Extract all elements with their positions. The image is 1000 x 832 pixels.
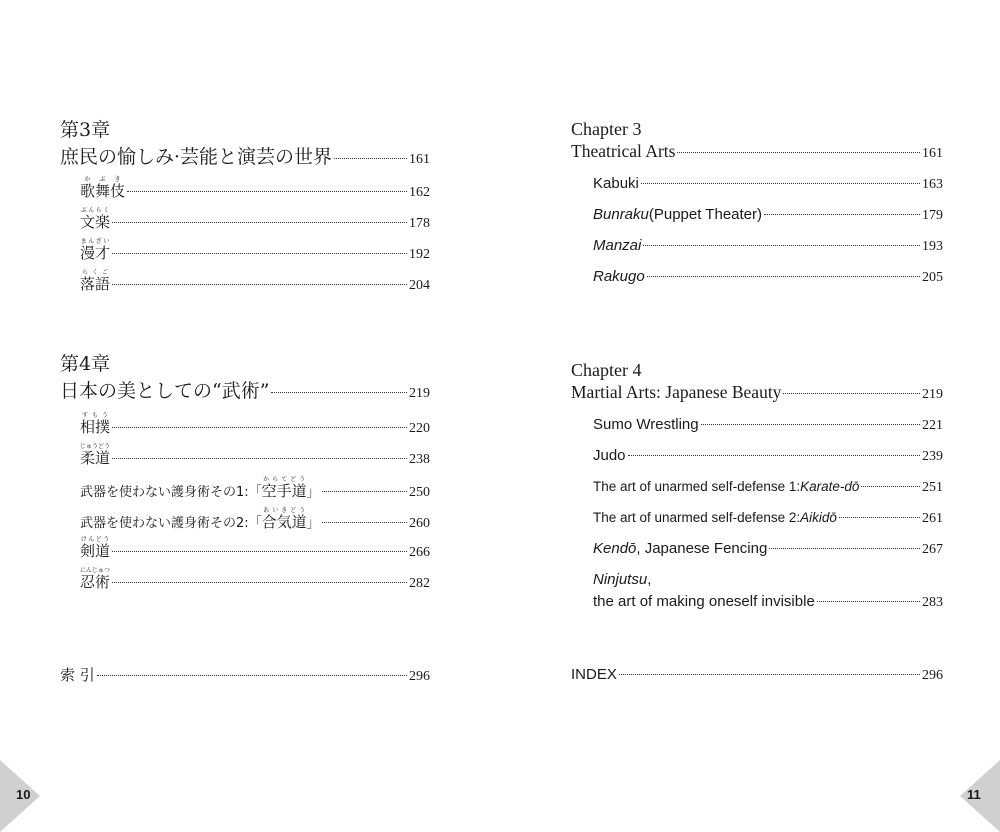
entry-label: Sumo Wrestling <box>593 416 699 433</box>
entry-prefix: The art of unarmed self-defense 1: <box>593 479 801 494</box>
chapter3-title-row-ja[interactable] <box>60 142 430 169</box>
leader-dots <box>677 152 920 153</box>
chapter4-title-row-en[interactable] <box>571 382 943 403</box>
chapter3-title-en: Theatrical Arts <box>571 141 676 161</box>
chapter4-number-ja: 第4章 <box>60 353 111 375</box>
leader-dots <box>322 491 407 492</box>
entry-label: Bunraku <box>593 206 649 223</box>
entry-label: 空手道からてどう <box>261 476 307 500</box>
leader-dots <box>112 253 407 254</box>
toc-entry-rakugo-en[interactable] <box>593 268 943 286</box>
toc-entry-manzai-ja[interactable] <box>80 238 430 263</box>
leader-dots <box>334 158 407 159</box>
toc-entry-bunraku-en[interactable] <box>593 206 943 224</box>
leader-dots <box>112 427 407 428</box>
page-ref: 204 <box>409 278 430 293</box>
leader-dots <box>628 455 920 456</box>
toc-entry-kabuki-ja[interactable] <box>80 176 430 201</box>
toc-entry-sumo-ja[interactable] <box>80 412 430 437</box>
leader-dots <box>619 674 920 675</box>
toc-entry-karate-en[interactable] <box>593 479 943 496</box>
entry-label: 合気道あいきどう <box>261 507 307 531</box>
leader-dots <box>112 582 407 583</box>
page-ref: 221 <box>922 418 943 433</box>
page-ref: 192 <box>409 247 430 262</box>
page-ref: 162 <box>409 185 430 200</box>
chapter4-number-en: Chapter 4 <box>571 360 642 380</box>
page-ref: 266 <box>409 545 430 560</box>
toc-entry-ninjutsu-ja[interactable] <box>80 567 430 592</box>
entry-label: Aikidō <box>800 510 837 525</box>
leader-dots <box>112 551 407 552</box>
toc-entry-kendo-ja[interactable] <box>80 536 430 561</box>
page-ref: 161 <box>922 146 943 161</box>
toc-entry-manzai-en[interactable] <box>593 237 943 255</box>
page-ref: 267 <box>922 542 943 557</box>
leader-dots <box>839 517 920 518</box>
toc-entry-bunraku-ja[interactable] <box>80 207 430 232</box>
page-ref: 178 <box>409 216 430 231</box>
entry-label: 落語らくご <box>80 269 111 293</box>
leader-dots <box>783 393 920 394</box>
page-ref: 261 <box>922 511 943 526</box>
entry-prefix: The art of unarmed self-defense 2: <box>593 510 801 525</box>
entry-label-rest: , Japanese Fencing <box>636 540 768 557</box>
toc-entry-karate-ja[interactable] <box>80 476 430 501</box>
entry-label: Kendō <box>593 540 637 557</box>
page-ref: 205 <box>922 270 943 285</box>
entry-label: Karate-dō <box>800 479 860 494</box>
index-label: 索 引 <box>60 666 95 684</box>
leader-dots <box>701 424 920 425</box>
right-page <box>500 0 1000 832</box>
leader-dots <box>861 486 920 487</box>
leader-dots <box>112 458 407 459</box>
entry-label: Ninjutsu <box>593 571 648 588</box>
chapter3-number-en: Chapter 3 <box>571 119 642 139</box>
chapter4-title-en: Martial Arts: Japanese Beauty <box>571 382 782 402</box>
entry-label: Rakugo <box>593 268 645 285</box>
page-ref: 251 <box>922 480 943 495</box>
toc-entry-rakugo-ja[interactable] <box>80 269 430 294</box>
page-ref: 219 <box>409 386 430 401</box>
leader-dots <box>271 392 407 393</box>
page-ref: 219 <box>922 387 943 402</box>
page-ref: 296 <box>922 668 943 683</box>
entry-label-rest: (Puppet Theater) <box>648 206 762 223</box>
entry-label-rest: , <box>647 571 652 588</box>
page-number: 11 <box>967 787 981 802</box>
page-ref: 239 <box>922 449 943 464</box>
chapter4-title-row-ja[interactable] <box>60 376 430 403</box>
chapter3-title-ja: 庶民の愉しみ·芸能と演芸の世界 <box>60 146 333 168</box>
leader-dots <box>322 522 407 523</box>
page-ref: 260 <box>409 516 430 531</box>
leader-dots <box>769 548 920 549</box>
entry-label: 歌舞伎かぶき <box>80 176 126 200</box>
page-number: 10 <box>16 787 31 802</box>
toc-entry-kabuki-en[interactable] <box>593 175 943 193</box>
entry-label: Manzai <box>593 237 642 254</box>
page-ref: 296 <box>409 669 430 684</box>
entry-label-line2: the art of making oneself invisible <box>593 593 815 610</box>
toc-entry-aikido-ja[interactable] <box>80 507 430 532</box>
entry-label: 相撲すもう <box>80 412 111 436</box>
leader-dots <box>112 222 407 223</box>
leader-dots <box>817 601 920 602</box>
page-ref: 250 <box>409 485 430 500</box>
page-ref: 220 <box>409 421 430 436</box>
page-ref: 163 <box>922 177 943 192</box>
leader-dots <box>764 214 920 215</box>
page-ref: 238 <box>409 452 430 467</box>
chapter3-title-row-en[interactable] <box>571 141 943 162</box>
leader-dots <box>112 284 407 285</box>
leader-dots <box>643 245 920 246</box>
toc-entry-aikido-en[interactable] <box>593 510 943 527</box>
toc-entry-judo-ja[interactable] <box>80 443 430 468</box>
leader-dots <box>647 276 920 277</box>
index-label: INDEX <box>571 666 617 683</box>
entry-label: 剣道けんどう <box>80 536 111 560</box>
entry-label: Kabuki <box>593 175 639 192</box>
toc-entry-judo-en[interactable] <box>593 447 943 465</box>
page-ref: 193 <box>922 239 943 254</box>
entry-prefix: 武器を使わない護身術その1:「 <box>80 485 262 500</box>
entry-label: 文楽ぶんらく <box>80 207 111 231</box>
entry-suffix: 」 <box>306 516 320 531</box>
leader-dots <box>97 675 407 676</box>
page-ref: 283 <box>922 595 943 610</box>
toc-entry-ninjutsu-en[interactable] <box>593 593 943 611</box>
toc-entry-index-ja[interactable] <box>60 664 430 685</box>
toc-entry-sumo-en[interactable] <box>593 416 943 434</box>
toc-entry-ninjutsu-en-line1[interactable] <box>593 571 651 588</box>
page-ref: 179 <box>922 208 943 223</box>
entry-label: Judo <box>593 447 626 464</box>
page-ref: 161 <box>409 152 430 167</box>
leader-dots <box>641 183 920 184</box>
entry-label: 柔道じゅうどう <box>80 443 111 467</box>
page-ref: 282 <box>409 576 430 591</box>
entry-prefix: 武器を使わない護身術その2:「 <box>80 516 262 531</box>
entry-suffix: 」 <box>306 485 320 500</box>
chapter3-number-ja: 第3章 <box>60 119 111 141</box>
entry-label: 漫才まんざい <box>80 238 111 262</box>
entry-label: 忍術にんじゅつ <box>80 567 111 591</box>
toc-entry-kendo-en[interactable] <box>593 540 943 558</box>
chapter4-title-ja: 日本の美としての“武術” <box>60 380 270 402</box>
toc-entry-index-en[interactable] <box>571 666 943 684</box>
leader-dots <box>127 191 407 192</box>
